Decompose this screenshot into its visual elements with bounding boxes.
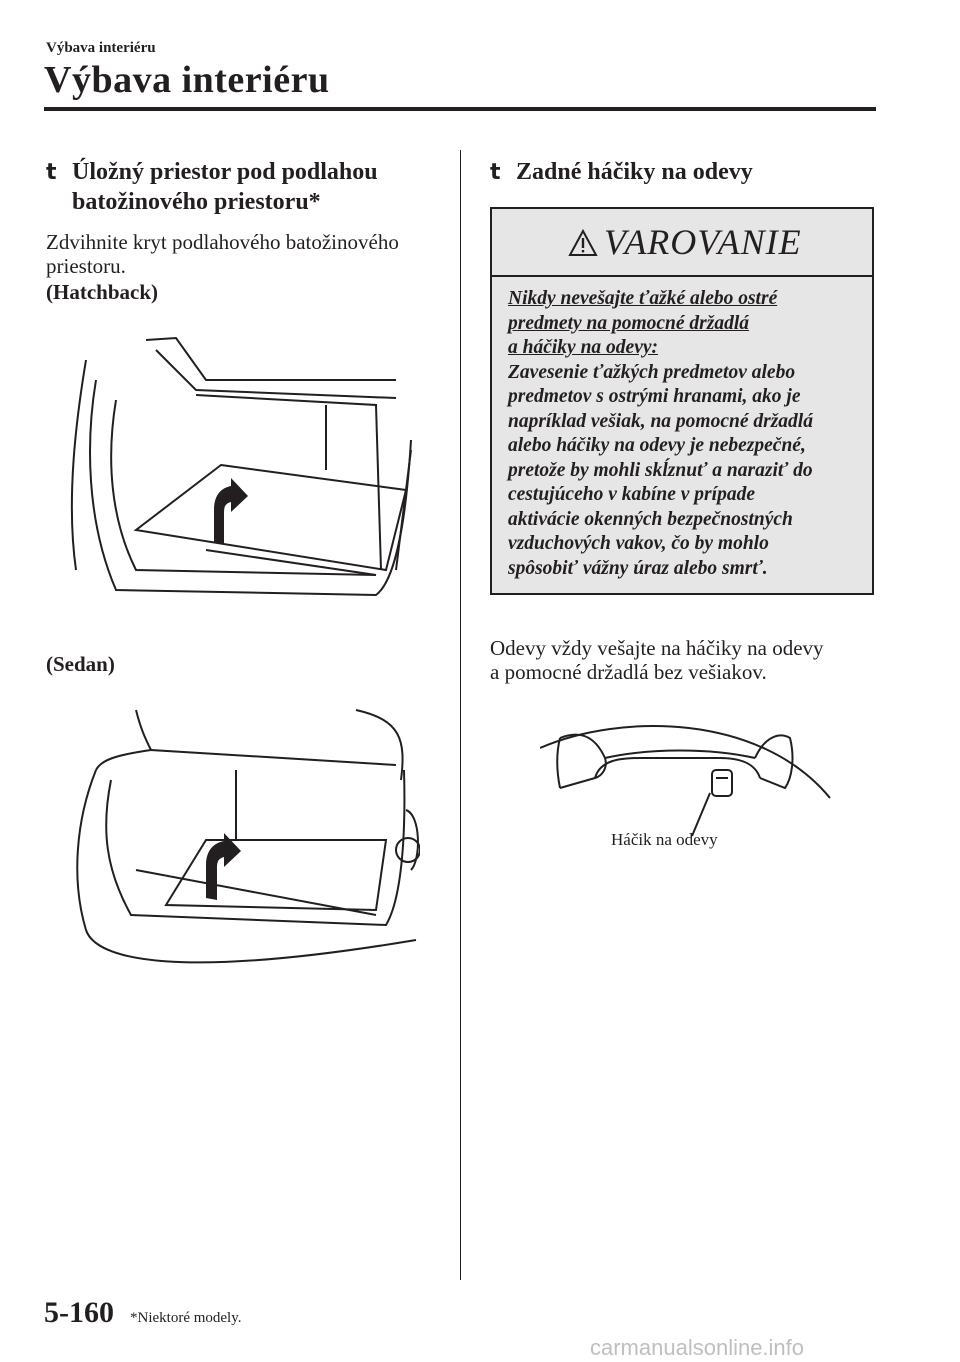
label-hatchback: (Hatchback) [46,280,158,304]
warning-box [490,207,874,595]
warning-header [492,209,872,277]
section-bullet-left: t [46,160,57,185]
lift-arrow-icon [214,478,248,545]
para-line: priestoru. [46,254,126,278]
footnote: *Niektoré modely. [130,1310,242,1326]
warning-line: pretože by mohli skĺznuť a naraziť do [508,459,813,481]
hook-caption: Háčik na odevy [611,830,718,849]
warning-title: VAROVANIE [604,222,802,262]
warning-lead-line: a háčiky na odevy: [508,337,659,358]
para-line: Zdvihnite kryt podlahového batožinového [46,230,399,254]
storage-instruction [46,230,399,278]
page-number: 5-160 [44,1296,114,1329]
warning-line: napríklad vešiak, na pomocné držadlá [508,410,813,432]
watermark: carmanualsonline.info [590,1335,805,1360]
section-bullet-right: t [490,160,501,185]
warning-lead-line: predmety na pomocné držadlá [508,312,750,334]
lift-arrow-icon [206,833,241,900]
section-heading-hooks: Zadné háčiky na odevy [516,159,753,185]
hatchback-trunk-illustration [56,320,420,620]
section-heading-storage [72,157,378,217]
warning-line: Zavesenie ťažkých predmetov alebo [508,361,796,383]
warning-triangle-icon [568,229,598,257]
warning-line: predmetov s ostrými hranami, ako je [508,386,801,407]
warning-text [508,287,864,581]
title-rule [44,107,876,111]
warning-line: cestujúceho v kabíne v prípade [508,484,755,505]
heading-line: Úložný priestor pod podlahou [72,159,378,185]
hook-instruction [490,636,824,684]
page-title: Výbava interiéru [44,59,330,101]
label-sedan: (Sedan) [46,652,115,676]
column-divider [460,150,461,1280]
sedan-trunk-illustration [56,700,420,990]
warning-line: aktivácie okenných bezpečnostných [508,508,793,530]
warning-line: spôsobiť vážny úraz alebo smrť. [508,557,768,579]
para-line: Odevy vždy vešajte na háčiky na odevy [490,636,824,660]
heading-line: batožinového priestoru* [72,189,321,215]
warning-line: vzduchových vakov, čo by mohlo [508,533,769,554]
breadcrumb: Výbava interiéru [46,40,156,56]
warning-line: alebo háčiky na odevy je nebezpečné, [508,435,806,456]
warning-lead-line: Nikdy nevešajte ťažké alebo ostré [508,288,778,309]
para-line: a pomocné držadlá bez vešiakov. [490,660,767,684]
